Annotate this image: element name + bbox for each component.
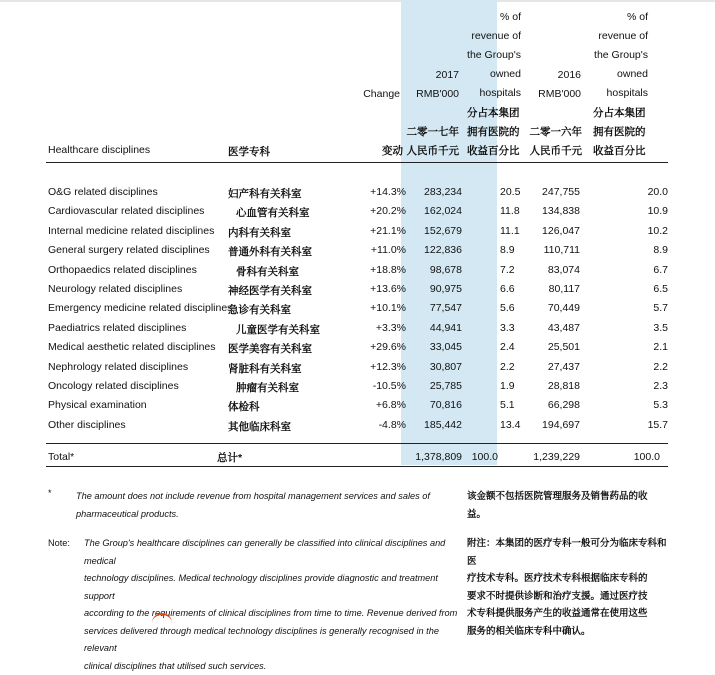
row-change: +12.3% [370,360,406,373]
row-pct-2017: 11.1 [500,224,520,237]
row-pct-2016: 8.9 [653,244,668,257]
row-discipline-cn: 体检科 [228,401,260,414]
row-rmb-2016: 83,074 [547,263,580,276]
total-label-cn: 总计* [217,452,243,464]
row-rmb-2016: 66,298 [547,399,580,412]
row-discipline-cn: 神经医学有关科室 [228,285,312,297]
header-2016-cn: 人民币千元 [529,145,582,157]
row-pct-2016: 2.2 [653,360,668,373]
header-change-cn: 变动 [382,145,403,157]
row-discipline-en: Physical examination [48,399,147,412]
row-pct-2017: 7.2 [500,263,515,276]
footnote-marker: * [48,488,52,498]
row-pct-2016: 5.3 [653,399,668,412]
row-rmb-2016: 43,487 [547,321,580,334]
header-2017: 2017 RMB'000 [416,69,459,100]
row-discipline-en: O&G related disciplines [48,186,158,198]
row-discipline-en: General surgery related disciplines [48,244,210,257]
header-pct-2017-cn: 分占本集团 拥有医院的 收益百分比 [467,107,520,157]
row-pct-2016: 3.5 [653,321,668,334]
row-discipline-en: Other disciplines [48,418,126,431]
row-rmb-2016: 27,437 [547,360,580,373]
row-change: +29.6% [370,341,406,354]
row-discipline-cn: 骨科有关科室 [236,265,299,278]
row-pct-2016: 2.3 [653,380,668,392]
row-rmb-2017: 44,941 [429,321,462,334]
row-change: +21.1% [370,224,406,237]
footnote-en: The amount does not include revenue from hospital management services and sales of pharmaceutical products. [76,491,430,519]
header-pct-2016-cn: 分占本集团 拥有医院的 收益百分比 [593,107,646,157]
top-edge [0,0,715,2]
row-discipline-cn: 妇产科有关科室 [228,188,302,200]
row-change: +6.8% [375,399,406,412]
row-rmb-2016: 247,755 [542,186,580,198]
row-discipline-en: Cardiovascular related disciplines [48,205,205,218]
total-2016: 1,239,229 [533,451,580,463]
header-2016-cn-year: 二零一六年 [529,126,582,138]
row-discipline-en: Medical aesthetic related disciplines [48,341,216,354]
pen-annotation-mark [152,613,172,627]
row-discipline-en: Oncology related disciplines [48,380,179,392]
row-rmb-2017: 122,836 [424,244,462,257]
row-rmb-2017: 70,816 [429,399,462,412]
row-discipline-cn: 肿瘤有关科室 [236,382,299,394]
row-discipline-en: Emergency medicine related disciplines [48,302,233,315]
row-pct-2017: 5.1 [500,399,515,412]
row-change: +14.3% [370,186,406,198]
row-pct-2016: 10.9 [647,205,668,218]
total-2017: 1,378,809 [415,451,462,463]
total-label-en: Total* [48,451,75,463]
row-pct-2017: 20.5 [500,186,521,198]
row-pct-2016: 6.5 [653,283,668,295]
footnote-cn: 该金额不包括医院管理服务及销售药品的收 益。 [467,491,648,520]
row-pct-2017: 11.8 [500,205,520,218]
row-rmb-2016: 28,818 [547,380,580,392]
row-rmb-2016: 134,838 [542,205,580,218]
row-rmb-2017: 283,234 [424,186,462,198]
row-pct-2017: 3.3 [500,321,515,334]
row-pct-2017: 1.9 [500,380,515,392]
row-pct-2016: 6.7 [653,263,668,276]
total-pct-2017: 100.0 [471,451,498,463]
row-rmb-2017: 152,679 [424,224,462,237]
row-change: +10.1% [370,302,406,315]
total-rule [46,443,668,444]
row-change: +3.3% [375,321,406,334]
row-rmb-2017: 30,807 [429,360,462,373]
row-pct-2016: 10.2 [647,224,668,237]
row-change: +18.8% [370,263,406,276]
header-rule [46,162,668,163]
bottom-rule [46,466,668,467]
row-discipline-en: Nephrology related disciplines [48,360,189,373]
row-discipline-en: Paediatrics related disciplines [48,321,187,334]
row-pct-2017: 8.9 [500,244,515,257]
row-rmb-2017: 185,442 [424,418,462,431]
row-discipline-en: Orthopaedics related disciplines [48,263,197,276]
header-disciplines-en: Healthcare disciplines [48,144,151,156]
row-rmb-2016: 110,711 [543,244,580,257]
header-pct-2016: % of revenue of the Group's owned hospitals [594,11,648,99]
row-discipline-cn: 医学美容有关科室 [228,343,312,356]
header-disciplines-cn: 医学专科 [228,146,270,158]
row-rmb-2017: 162,024 [424,205,462,218]
note-cn: 附注：本集团的医疗专科一般可分为临床专科和医 疗技术专科。医疗技术专科根据临床专科的 要求不时提供诊断和治疗支援。通过医疗技 术专科提供服务产生的收益通常在使用这些 服务的相关临床专科中确认。 [467,538,667,637]
header-pct-2017: % of revenue of the Group's owned hospitals [467,11,521,99]
row-discipline-en: Internal medicine related disciplines [48,224,215,237]
row-discipline-en: Neurology related disciplines [48,283,183,295]
row-change: +11.0% [370,244,406,257]
row-pct-2016: 5.7 [653,302,668,315]
row-rmb-2017: 33,045 [429,341,462,354]
row-pct-2017: 2.4 [500,341,515,354]
note-en: The Group's healthcare disciplines can generally be classified into clinical disciplines and medical technology disciplines. Medical technology disciplines provide diagnostic and treatment support according to the requirements of clinical disciplines from time to time. Revenue derived from services delivered through medical technology disciplines is generally recognised in the relevant clinical disciplines that utilised such services. [84,538,458,671]
row-rmb-2016: 80,117 [548,283,580,295]
row-discipline-cn: 肾脏科有关科室 [228,362,302,375]
row-rmb-2016: 70,449 [547,302,580,315]
row-discipline-cn: 急诊有关科室 [228,304,291,317]
note-label: Note: [48,538,70,548]
row-change: -10.5% [372,380,406,392]
row-rmb-2016: 25,501 [547,341,580,354]
row-pct-2016: 15.7 [647,418,668,431]
row-change: +20.2% [370,205,406,218]
row-rmb-2016: 126,047 [542,224,580,237]
row-pct-2017: 5.6 [500,302,515,315]
header-2017-cn: 二零一七年 人民币千元 [406,126,459,157]
row-discipline-cn: 其他临床科室 [228,420,291,433]
row-pct-2016: 20.0 [647,186,668,198]
row-pct-2017: 13.4 [500,418,521,431]
row-rmb-2016: 194,697 [542,418,580,431]
row-discipline-cn: 内科有关科室 [228,226,291,239]
row-pct-2017: 2.2 [500,360,515,373]
header-change: Change [363,88,400,100]
total-pct-2016: 100.0 [633,451,660,463]
row-rmb-2017: 98,678 [429,263,462,276]
row-discipline-cn: 普通外科有关科室 [228,246,312,259]
header-2016: 2016 RMB'000 [538,69,581,100]
row-change: -4.8% [378,418,406,431]
row-pct-2016: 2.1 [653,341,668,354]
row-rmb-2017: 77,547 [429,302,462,315]
row-pct-2017: 6.6 [500,283,515,295]
row-change: +13.6% [370,283,406,295]
row-discipline-cn: 心血管有关科室 [236,207,310,220]
row-rmb-2017: 90,975 [429,283,462,295]
row-rmb-2017: 25,785 [429,380,462,392]
row-discipline-cn: 儿童医学有关科室 [236,323,320,336]
